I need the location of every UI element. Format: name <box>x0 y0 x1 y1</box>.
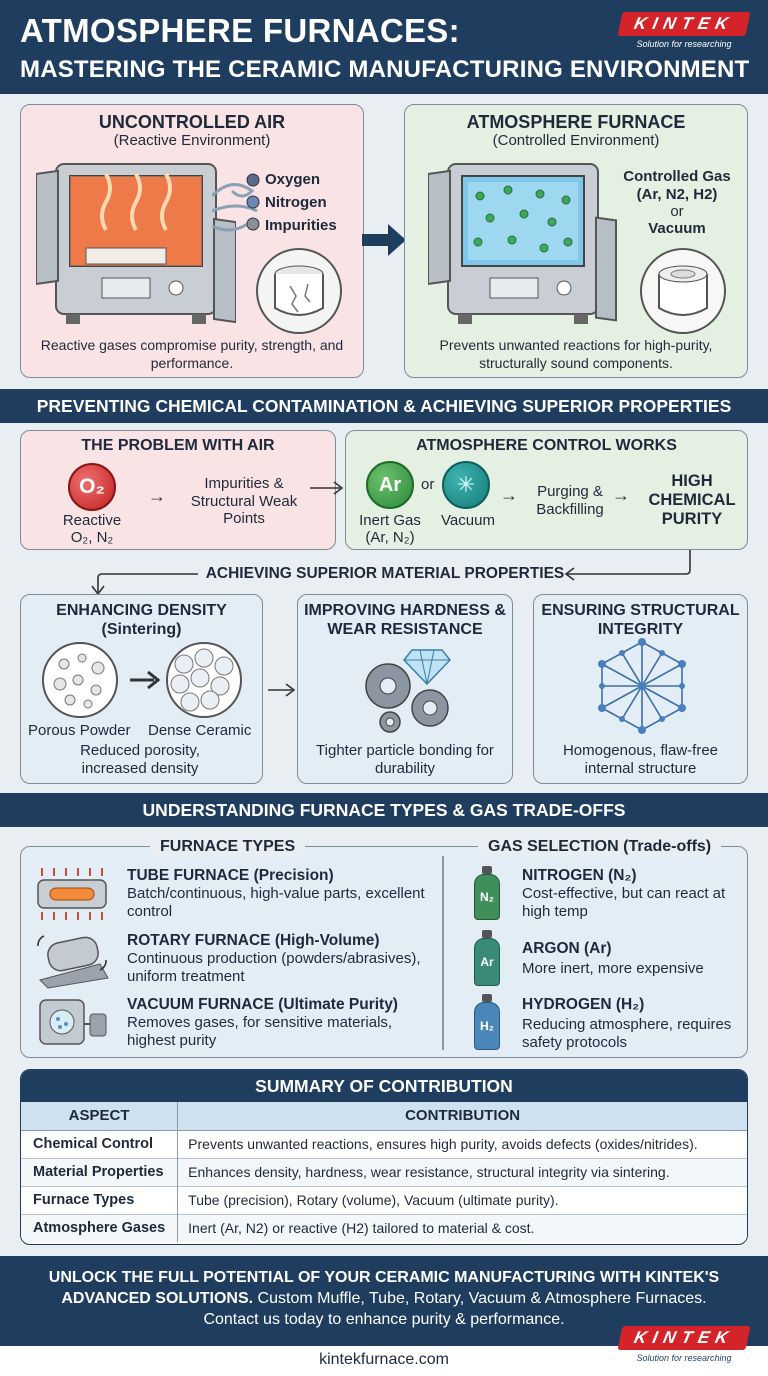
integrity-title: ENSURING STRUCTURAL INTEGRITY <box>541 602 740 639</box>
contribution-header: CONTRIBUTION <box>178 1102 747 1130</box>
nitrogen-name: NITROGEN (N₂) <box>522 867 637 884</box>
contribution-cell: Enhances density, hardness, wear resistance, structural integrity via sintering. <box>178 1158 747 1186</box>
contribution-cell: Prevents unwanted reactions, ensures high purity, avoids defects (oxides/nitrides). <box>178 1130 747 1158</box>
gas-dots-icon <box>244 173 262 233</box>
hydrogen-name: HYDROGEN (H₂) <box>522 996 645 1013</box>
table-row <box>21 1130 747 1158</box>
gears-diamond-icon <box>350 640 470 740</box>
uncontrolled-air-title: UNCONTROLLED AIR <box>98 112 286 132</box>
cta-line3: Contact us today to enhance purity & performance. <box>203 1310 565 1328</box>
controlled-gas-line2: (Ar, N2, H2) <box>636 186 718 203</box>
open-furnace-icon <box>36 160 236 330</box>
summary-table <box>21 1102 747 1242</box>
logo-tagline: Solution for researching <box>636 39 732 49</box>
arrow-icon: → <box>612 485 630 505</box>
impurities-label: Impurities & Structural Weak Points <box>190 475 298 528</box>
atmosphere-furnace-subtitle: (Controlled Environment) <box>492 132 660 149</box>
contribution-cell: Tube (precision), Rotary (volume), Vacuum (ultimate purity). <box>178 1186 747 1214</box>
argon-desc: More inert, more expensive <box>522 960 704 977</box>
page-title: ATMOSPHERE FURNACES: <box>20 12 460 49</box>
page-subtitle: MASTERING THE CERAMIC MANUFACTURING ENVIRONMENT <box>20 56 750 83</box>
aspect-cell: Atmosphere Gases <box>21 1214 178 1242</box>
nitrogen-desc: Cost-effective, but can react at high temp <box>522 885 726 920</box>
lattice-icon <box>594 638 690 734</box>
atmosphere-control-title: ATMOSPHERE CONTROL WORKS <box>416 437 677 454</box>
vacuum-icon: ✳ <box>442 461 490 509</box>
arrow-right-icon <box>268 683 298 697</box>
summary-title: SUMMARY OF CONTRIBUTION <box>21 1070 747 1102</box>
rotary-furnace-icon <box>34 930 114 990</box>
tube-furnace-icon <box>34 866 110 922</box>
reactive-label-line2: O₂, N₂ <box>70 529 114 546</box>
controlled-gas-or: or <box>670 203 684 220</box>
uncontrolled-air-caption: Reactive gases compromise purity, strength, and performance. <box>40 337 344 371</box>
hardness-caption: Tighter particle bonding for durability <box>316 742 494 777</box>
section-band-contamination: PREVENTING CHEMICAL CONTAMINATION & ACHIEVING SUPERIOR PROPERTIES <box>0 389 768 423</box>
aspect-cell: Furnace Types <box>21 1186 178 1214</box>
kintek-logo <box>620 12 748 56</box>
section-band-furnace-types: UNDERSTANDING FURNACE TYPES & GAS TRADE-OFFS <box>0 793 768 827</box>
hardness-title: IMPROVING HARDNESS & WEAR RESISTANCE <box>304 602 506 639</box>
uncontrolled-air-subtitle: (Reactive Environment) <box>113 132 271 149</box>
oxygen-molecule-icon: O₂ <box>68 463 116 511</box>
aspect-cell: Material Properties <box>21 1158 178 1186</box>
reactive-label-line1: Reactive <box>62 512 122 529</box>
controlled-furnace-icon <box>428 160 618 330</box>
footer-cta <box>10 1268 758 1330</box>
argon-cylinder-icon <box>474 930 500 986</box>
gas-oxygen: Oxygen <box>265 171 321 188</box>
summary-table-card <box>20 1069 748 1245</box>
atmosphere-furnace-title: ATMOSPHERE FURNACE <box>466 112 686 132</box>
pure-ceramic-icon <box>638 246 728 336</box>
arrow-right-icon <box>310 481 346 495</box>
dense-ceramic-label: Dense Ceramic <box>148 722 252 739</box>
vacuum-furnace-name: VACUUM FURNACE (Ultimate Purity) <box>127 996 398 1013</box>
cracked-ceramic-icon <box>254 246 344 336</box>
density-title: ENHANCING DENSITY (Sintering) <box>56 602 227 639</box>
cta-bold-line1: UNLOCK THE FULL POTENTIAL OF YOUR CERAMIC MANUFACTURING WITH KINTEK'S <box>48 1269 720 1286</box>
argon-name: ARGON (Ar) <box>522 940 612 957</box>
footer-url[interactable]: kintekfurnace.com <box>319 1351 449 1368</box>
table-row <box>21 1158 747 1186</box>
nitrogen-symbol: N₂ <box>474 874 500 920</box>
vacuum-furnace-desc: Removes gases, for sensitive materials, highest purity <box>127 1014 393 1049</box>
logo-text: KINTEK <box>617 1326 750 1350</box>
rotary-furnace-name: ROTARY FURNACE (High-Volume) <box>127 932 380 949</box>
table-row <box>21 1186 747 1214</box>
aspect-cell: Chemical Control <box>21 1130 178 1158</box>
vacuum-furnace-icon <box>38 994 114 1050</box>
tube-furnace-desc: Batch/continuous, high-value parts, excellent control <box>127 885 425 920</box>
atmosphere-furnace-caption: Prevents unwanted reactions for high-purity, structurally sound components. <box>439 337 713 371</box>
arrow-icon: → <box>148 486 166 506</box>
hydrogen-desc: Reducing atmosphere, requires safety protocols <box>522 1016 732 1051</box>
density-caption: Reduced porosity, increased density <box>80 742 200 777</box>
argon-symbol: Ar <box>474 938 500 986</box>
gas-nitrogen: Nitrogen <box>265 194 327 211</box>
contribution-cell: Inert (Ar, N2) or reactive (H2) tailored to material & cost. <box>178 1214 747 1242</box>
hydrogen-symbol: H₂ <box>474 1002 500 1050</box>
porous-powder-label: Porous Powder <box>28 722 131 739</box>
divider <box>442 856 444 1050</box>
cta-rest: Custom Muffle, Tube, Rotary, Vacuum & Atmosphere Furnaces. <box>253 1289 707 1307</box>
gas-impurities: Impurities <box>265 217 337 234</box>
tube-furnace-name: TUBE FURNACE (Precision) <box>127 867 334 884</box>
controlled-gas-line1: Controlled Gas <box>623 168 731 185</box>
nitrogen-cylinder-icon <box>474 866 500 920</box>
logo-tagline: Solution for researching <box>636 1353 732 1363</box>
table-row <box>21 1214 747 1242</box>
rotary-furnace-desc: Continuous production (powders/abrasives), uniform treatment <box>127 950 421 985</box>
hydrogen-cylinder-icon <box>474 994 500 1050</box>
aspect-header: ASPECT <box>21 1102 178 1130</box>
integrity-caption: Homogenous, flaw-free internal structure <box>562 742 719 777</box>
inert-gas-line1: Inert Gas <box>359 512 421 529</box>
controlled-gas-vacuum: Vacuum <box>648 220 706 237</box>
achieving-heading: ACHIEVING SUPERIOR MATERIAL PROPERTIES <box>205 565 565 582</box>
arrow-icon: → <box>500 485 518 505</box>
purging-label: Purging & Backfilling <box>536 483 604 518</box>
arrow-right-icon <box>360 222 410 258</box>
gas-selection-heading: GAS SELECTION (Trade-offs) <box>478 838 721 856</box>
logo-text: KINTEK <box>617 12 750 36</box>
argon-atom-icon: Ar <box>366 461 414 509</box>
furnace-types-heading: FURNACE TYPES <box>150 838 305 856</box>
problem-with-air-title: THE PROBLEM WITH AIR <box>81 437 275 454</box>
cta-bold-line2: ADVANCED SOLUTIONS. <box>61 1289 254 1307</box>
kintek-logo-footer <box>620 1326 748 1370</box>
vacuum-label: Vacuum <box>441 512 495 529</box>
high-purity-label: HIGH CHEMICAL PURITY <box>648 472 736 529</box>
inert-gas-line2: (Ar, N₂) <box>365 529 415 546</box>
sintering-icon <box>40 640 250 724</box>
or-label: or <box>421 476 435 493</box>
table-header-row <box>21 1102 747 1130</box>
